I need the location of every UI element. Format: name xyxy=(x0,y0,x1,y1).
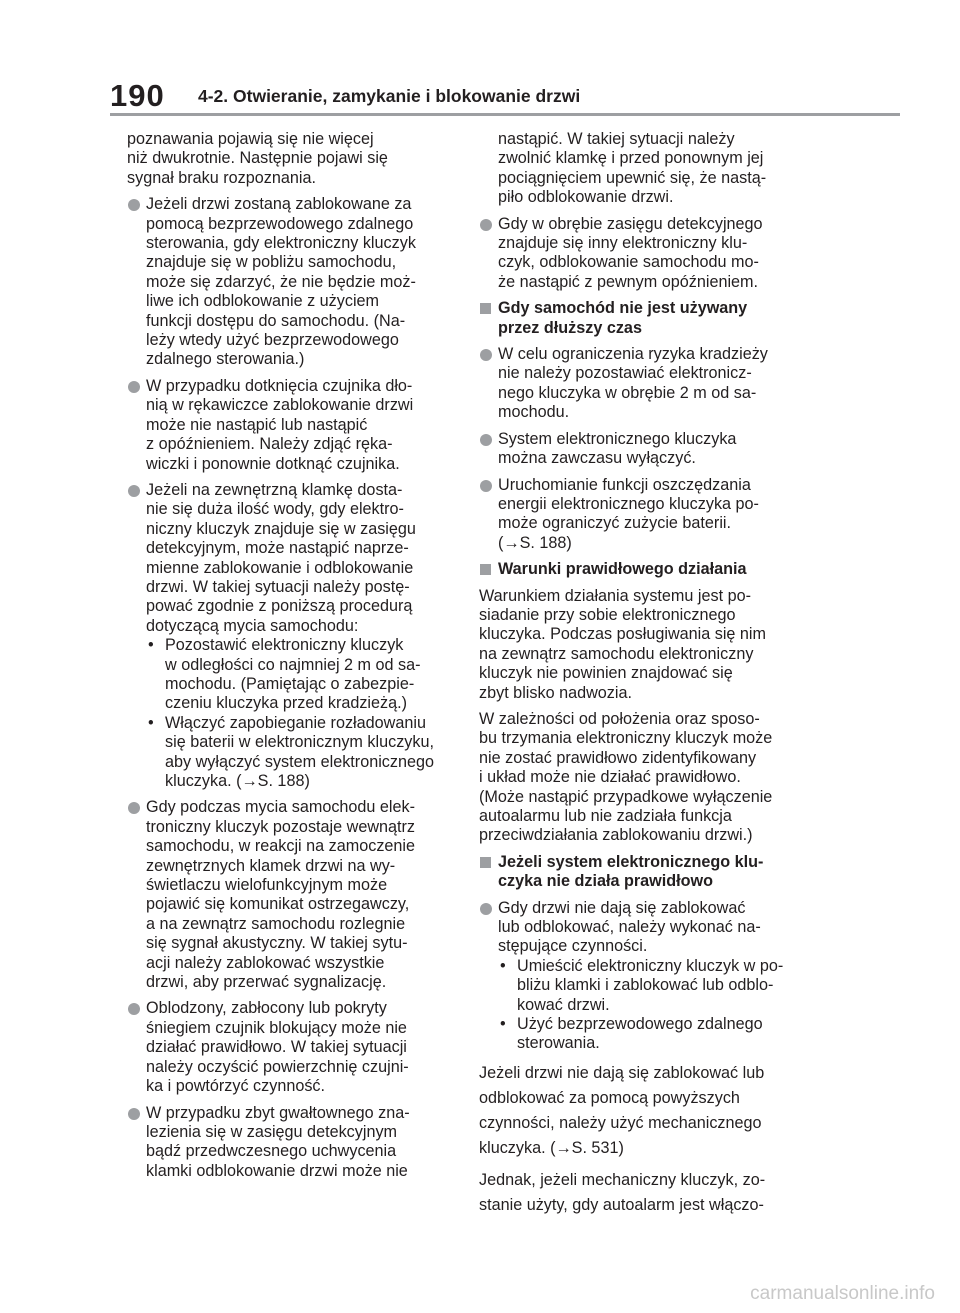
text-line: Jeżeli drzwi nie dają się zablokować lub xyxy=(479,1063,765,1082)
bullet-item xyxy=(479,345,809,423)
text-line: Pozostawić elektroniczny kluczyk xyxy=(165,636,404,655)
text-line: lub odblokować, należy wykonać na- xyxy=(498,918,761,937)
square-bullet-icon xyxy=(480,564,491,575)
round-bullet-icon xyxy=(480,349,492,361)
text-line: świetlaczu wielofunkcyjnym może xyxy=(146,876,388,895)
text-line: kluczyka. (→S. 531) xyxy=(479,1138,624,1157)
text-line: sygnał braku rozpoznania. xyxy=(127,168,316,187)
text-line: lezienia się w zasięgu detekcyjnym xyxy=(146,1122,398,1141)
page-number: 190 xyxy=(110,78,165,113)
text-line: samochodu, w reakcji na zamoczenie xyxy=(146,837,416,856)
text-line: aby wyłączyć system elektronicznego xyxy=(165,752,434,771)
text-line: Uruchomianie funkcji oszczędzania xyxy=(498,475,751,494)
heading-text xyxy=(498,299,809,338)
text-line: pojawić się komunikat ostrzegawczy, xyxy=(146,895,410,914)
bullet-text xyxy=(146,798,452,992)
bullet-item xyxy=(127,377,452,474)
text-line: W przypadku dotknięcia czujnika dło- xyxy=(146,376,413,395)
sub-item-text xyxy=(517,957,809,1015)
sub-list-item xyxy=(479,957,809,1015)
text-line: działać prawidłowo. W takiej sytuacji xyxy=(146,1038,407,1057)
sub-list-item xyxy=(127,636,452,714)
text-line: i układ może nie działać prawidłowo. xyxy=(479,768,741,787)
text-line: Gdy podczas mycia samochodu elek- xyxy=(146,798,416,817)
text-line: przeciwdziałania zablokowaniu drzwi.) xyxy=(479,826,753,845)
text-line: siadanie przy sobie elektronicznego xyxy=(479,605,736,624)
text-line: Włączyć zapobieganie rozładowaniu xyxy=(165,713,426,732)
text-line: Jeżeli na zewnętrzną klamkę dosta- xyxy=(146,480,403,499)
bullet-item xyxy=(479,899,809,957)
text-line: można zawczasu wyłączyć. xyxy=(498,449,696,468)
text-line: Oblodzony, zabłocony lub pokryty xyxy=(146,999,387,1018)
text-line: śniegiem czujnik blokujący może nie xyxy=(146,1018,407,1037)
text-line: kluczyka. Podczas posługiwania się nim xyxy=(479,625,767,644)
section-heading xyxy=(479,560,809,579)
text-line: drzwi. W takiej sytuacji należy postę- xyxy=(146,577,410,596)
text-line: może się zdarzyć, że nie będzie moż- xyxy=(146,272,416,291)
text-line: w odległości co najmniej 2 m od sa- xyxy=(165,655,421,674)
page-header xyxy=(0,0,960,120)
bullet-text xyxy=(498,430,809,469)
bullet-text xyxy=(498,215,809,293)
text-line: Warunkiem działania systemu jest po- xyxy=(479,586,751,605)
round-bullet-icon xyxy=(480,219,492,231)
text-line: należy oczyścić powierzchnię czujni- xyxy=(146,1057,409,1076)
round-bullet-icon xyxy=(128,1108,140,1120)
text-line: kluczyk nie powinien znajdować się xyxy=(479,664,733,683)
heading-text xyxy=(498,560,809,579)
text-line: Warunki prawidłowego działania xyxy=(498,560,747,579)
text-line: W przypadku zbyt gwałtownego zna- xyxy=(146,1103,410,1122)
text-line: piło odblokowanie drzwi. xyxy=(498,188,674,207)
dot-bullet-icon: • xyxy=(500,1015,506,1034)
text-line: nego kluczyka w obrębie 2 m od sa- xyxy=(498,383,757,402)
square-bullet-icon xyxy=(480,857,491,868)
bullet-item xyxy=(127,798,452,992)
text-line: przez dłuższy czas xyxy=(498,318,642,337)
bullet-text xyxy=(498,899,809,957)
round-bullet-icon xyxy=(480,434,492,446)
text-line: Gdy drzwi nie dają się zablokować xyxy=(498,898,746,917)
round-bullet-icon xyxy=(128,199,140,211)
text-line: sterowania, gdy elektroniczny kluczyk xyxy=(146,234,416,253)
dot-bullet-icon: • xyxy=(148,713,154,732)
sub-item-text xyxy=(165,636,452,714)
text-line: może ograniczyć zużycie baterii. xyxy=(498,514,732,533)
text-line: zdalnego sterowania.) xyxy=(146,350,305,369)
sub-list-item xyxy=(127,714,452,792)
text-line: autoalarmu lub nie zadziała funkcja xyxy=(479,807,732,825)
body-paragraph xyxy=(479,1168,809,1218)
text-line: wiczki i ponownie dotknąć czujnika. xyxy=(146,454,400,473)
text-line: Umieścić elektroniczny kluczyk w po- xyxy=(517,956,784,975)
bullet-text xyxy=(146,999,452,1096)
text-line: zewnętrznych klamek drzwi na wy- xyxy=(146,856,396,875)
text-line: leży wtedy użyć bezprzewodowego xyxy=(146,331,399,350)
round-bullet-icon xyxy=(128,485,140,497)
bullet-item xyxy=(127,999,452,1096)
round-bullet-icon xyxy=(128,381,140,393)
text-line: drzwi, aby przerwać sygnalizację. xyxy=(146,973,387,992)
bullet-text xyxy=(498,476,809,554)
bullet-text xyxy=(146,1104,452,1182)
text-line: Jeżeli drzwi zostaną zablokowane za xyxy=(146,195,412,214)
section-heading xyxy=(479,853,809,892)
text-line: kować drzwi. xyxy=(517,995,610,1014)
text-line: troniczny kluczyk pozostaje wewnątrz xyxy=(146,817,415,836)
round-bullet-icon xyxy=(128,1003,140,1015)
left-column xyxy=(127,130,452,1188)
text-line: Użyć bezprzewodowego zdalnego xyxy=(517,1015,763,1034)
text-line: a na zewnątrz samochodu rozlegnie xyxy=(146,914,406,933)
bullet-item xyxy=(127,195,452,370)
watermark: carmanualsonline.info xyxy=(750,1283,935,1304)
text-line: Gdy w obrębie zasięgu detekcyjnego xyxy=(498,214,763,233)
text-line: że nastąpić z pewnym opóźnieniem. xyxy=(498,272,759,291)
text-line: na zewnątrz samochodu elektroniczny xyxy=(479,644,754,663)
text-line: klamki odblokowanie drzwi może nie xyxy=(146,1161,408,1180)
body-paragraph xyxy=(479,587,809,703)
text-line: stanie użyty, gdy autoalarm jest włączo- xyxy=(479,1195,764,1214)
text-line: nią w rękawiczce zablokowanie drzwi xyxy=(146,396,414,415)
text-line: mochodu. (Pamiętając o zabezpie- xyxy=(165,674,415,693)
text-line: pować zgodnie z poniższą procedurą xyxy=(146,597,413,616)
text-line: acji należy zablokować wszystkie xyxy=(146,953,385,972)
text-line: detekcyjnym, może nastąpić naprze- xyxy=(146,539,409,558)
square-bullet-icon xyxy=(480,303,491,314)
text-line: czynności, należy użyć mechanicznego xyxy=(479,1113,762,1132)
bullet-text xyxy=(498,345,809,423)
text-line: znajduje się w pobliżu samochodu, xyxy=(146,253,397,272)
text-line: bu trzymania elektroniczny kluczyk może xyxy=(479,729,773,748)
text-line: niczny kluczyk znajduje się w zasięgu xyxy=(146,519,416,538)
text-line: z opóźnieniem. Należy zdjąć ręka- xyxy=(146,435,393,454)
text-line: czyka nie działa prawidłowo xyxy=(498,872,713,891)
text-line: czyk, odblokowanie samochodu mo- xyxy=(498,253,759,272)
bullet-item xyxy=(127,481,452,636)
text-line: ka i powtórzyć czynność. xyxy=(146,1077,326,1096)
text-line: bliżu klamki i zablokować lub odblo- xyxy=(517,976,774,995)
right-column xyxy=(479,130,809,1225)
text-line: nie zostać prawidłowo zidentyfikowany xyxy=(479,748,757,767)
text-line: funkcji dostępu do samochodu. (Na- xyxy=(146,311,406,330)
sub-item-text xyxy=(165,714,452,792)
text-line: mochodu. xyxy=(498,403,570,422)
text-line: pomocą bezprzewodowego zdalnego xyxy=(146,214,414,233)
section-title: 4-2. Otwieranie, zamykanie i blokowanie drzwi xyxy=(198,86,581,106)
body-paragraph xyxy=(479,710,809,846)
text-line: Jednak, jeżeli mechaniczny kluczyk, zo- xyxy=(479,1170,766,1189)
text-line: mienne zablokowanie i odblokowanie xyxy=(146,558,414,577)
text-line: może nie nastąpić lub nastąpić xyxy=(146,415,368,434)
dot-bullet-icon: • xyxy=(148,636,154,655)
text-line: sterowania. xyxy=(517,1034,600,1053)
text-line: Jeżeli system elektronicznego klu- xyxy=(498,852,764,871)
text-line: się baterii w elektronicznym kluczyku, xyxy=(165,733,434,752)
header-divider xyxy=(110,113,900,116)
round-bullet-icon xyxy=(480,903,492,915)
text-line: dotyczącą mycia samochodu: xyxy=(146,616,359,635)
text-line: bądź przedwczesnego uchwycenia xyxy=(146,1142,397,1161)
text-line: poznawania pojawią się nie więcej xyxy=(127,130,374,148)
section-heading xyxy=(479,299,809,338)
text-line: odblokować za pomocą powyższych xyxy=(479,1088,740,1107)
text-line: niż dwukrotnie. Następnie pojawi się xyxy=(127,149,388,168)
bullet-item xyxy=(479,476,809,554)
text-line: W celu ograniczenia ryzyka kradzieży xyxy=(498,345,768,364)
text-line: zbyt blisko nadwozia. xyxy=(479,683,632,702)
text-line: pociągnięciem upewnić się, że nastą- xyxy=(498,168,767,187)
text-line: (→S. 188) xyxy=(498,533,572,552)
text-line: kluczyka. (→S. 188) xyxy=(165,772,310,790)
bullet-text xyxy=(146,481,452,636)
text-line: nie należy pozostawiać elektronicz- xyxy=(498,364,752,383)
bullet-item xyxy=(479,215,809,293)
text-line: nie się duża ilość wody, gdy elektro- xyxy=(146,500,404,519)
text-line: znajduje się inny elektroniczny klu- xyxy=(498,234,748,253)
sub-item-text xyxy=(517,1015,809,1054)
bullet-text xyxy=(146,377,452,474)
text-line: System elektronicznego kluczyka xyxy=(498,429,737,448)
continuation-paragraph xyxy=(127,130,452,188)
text-line: zwolnić klamkę i przed ponownym jej xyxy=(498,149,764,168)
text-line: nastąpić. W takiej sytuacji należy xyxy=(498,130,735,148)
bullet-item xyxy=(127,1104,452,1182)
heading-text xyxy=(498,853,809,892)
round-bullet-icon xyxy=(128,802,140,814)
sub-list-item xyxy=(479,1015,809,1054)
bullet-item xyxy=(479,430,809,469)
text-line: stępujące czynności. xyxy=(498,937,648,956)
text-line: W zależności od położenia oraz sposo- xyxy=(479,709,760,728)
text-line: czeniu kluczyka przed kradzieżą.) xyxy=(165,694,408,713)
text-line: się sygnał akustyczny. W takiej sytu- xyxy=(146,934,408,953)
body-paragraph xyxy=(479,1061,809,1161)
text-line: energii elektronicznego kluczyka po- xyxy=(498,494,759,513)
text-line: Gdy samochód nie jest używany xyxy=(498,299,748,318)
text-line: liwe ich odblokowanie z użyciem xyxy=(146,292,380,311)
bullet-text xyxy=(146,195,452,370)
continuation-paragraph xyxy=(479,130,809,208)
round-bullet-icon xyxy=(480,480,492,492)
dot-bullet-icon: • xyxy=(500,956,506,975)
text-line: (Może nastąpić przypadkowe wyłączenie xyxy=(479,787,773,806)
